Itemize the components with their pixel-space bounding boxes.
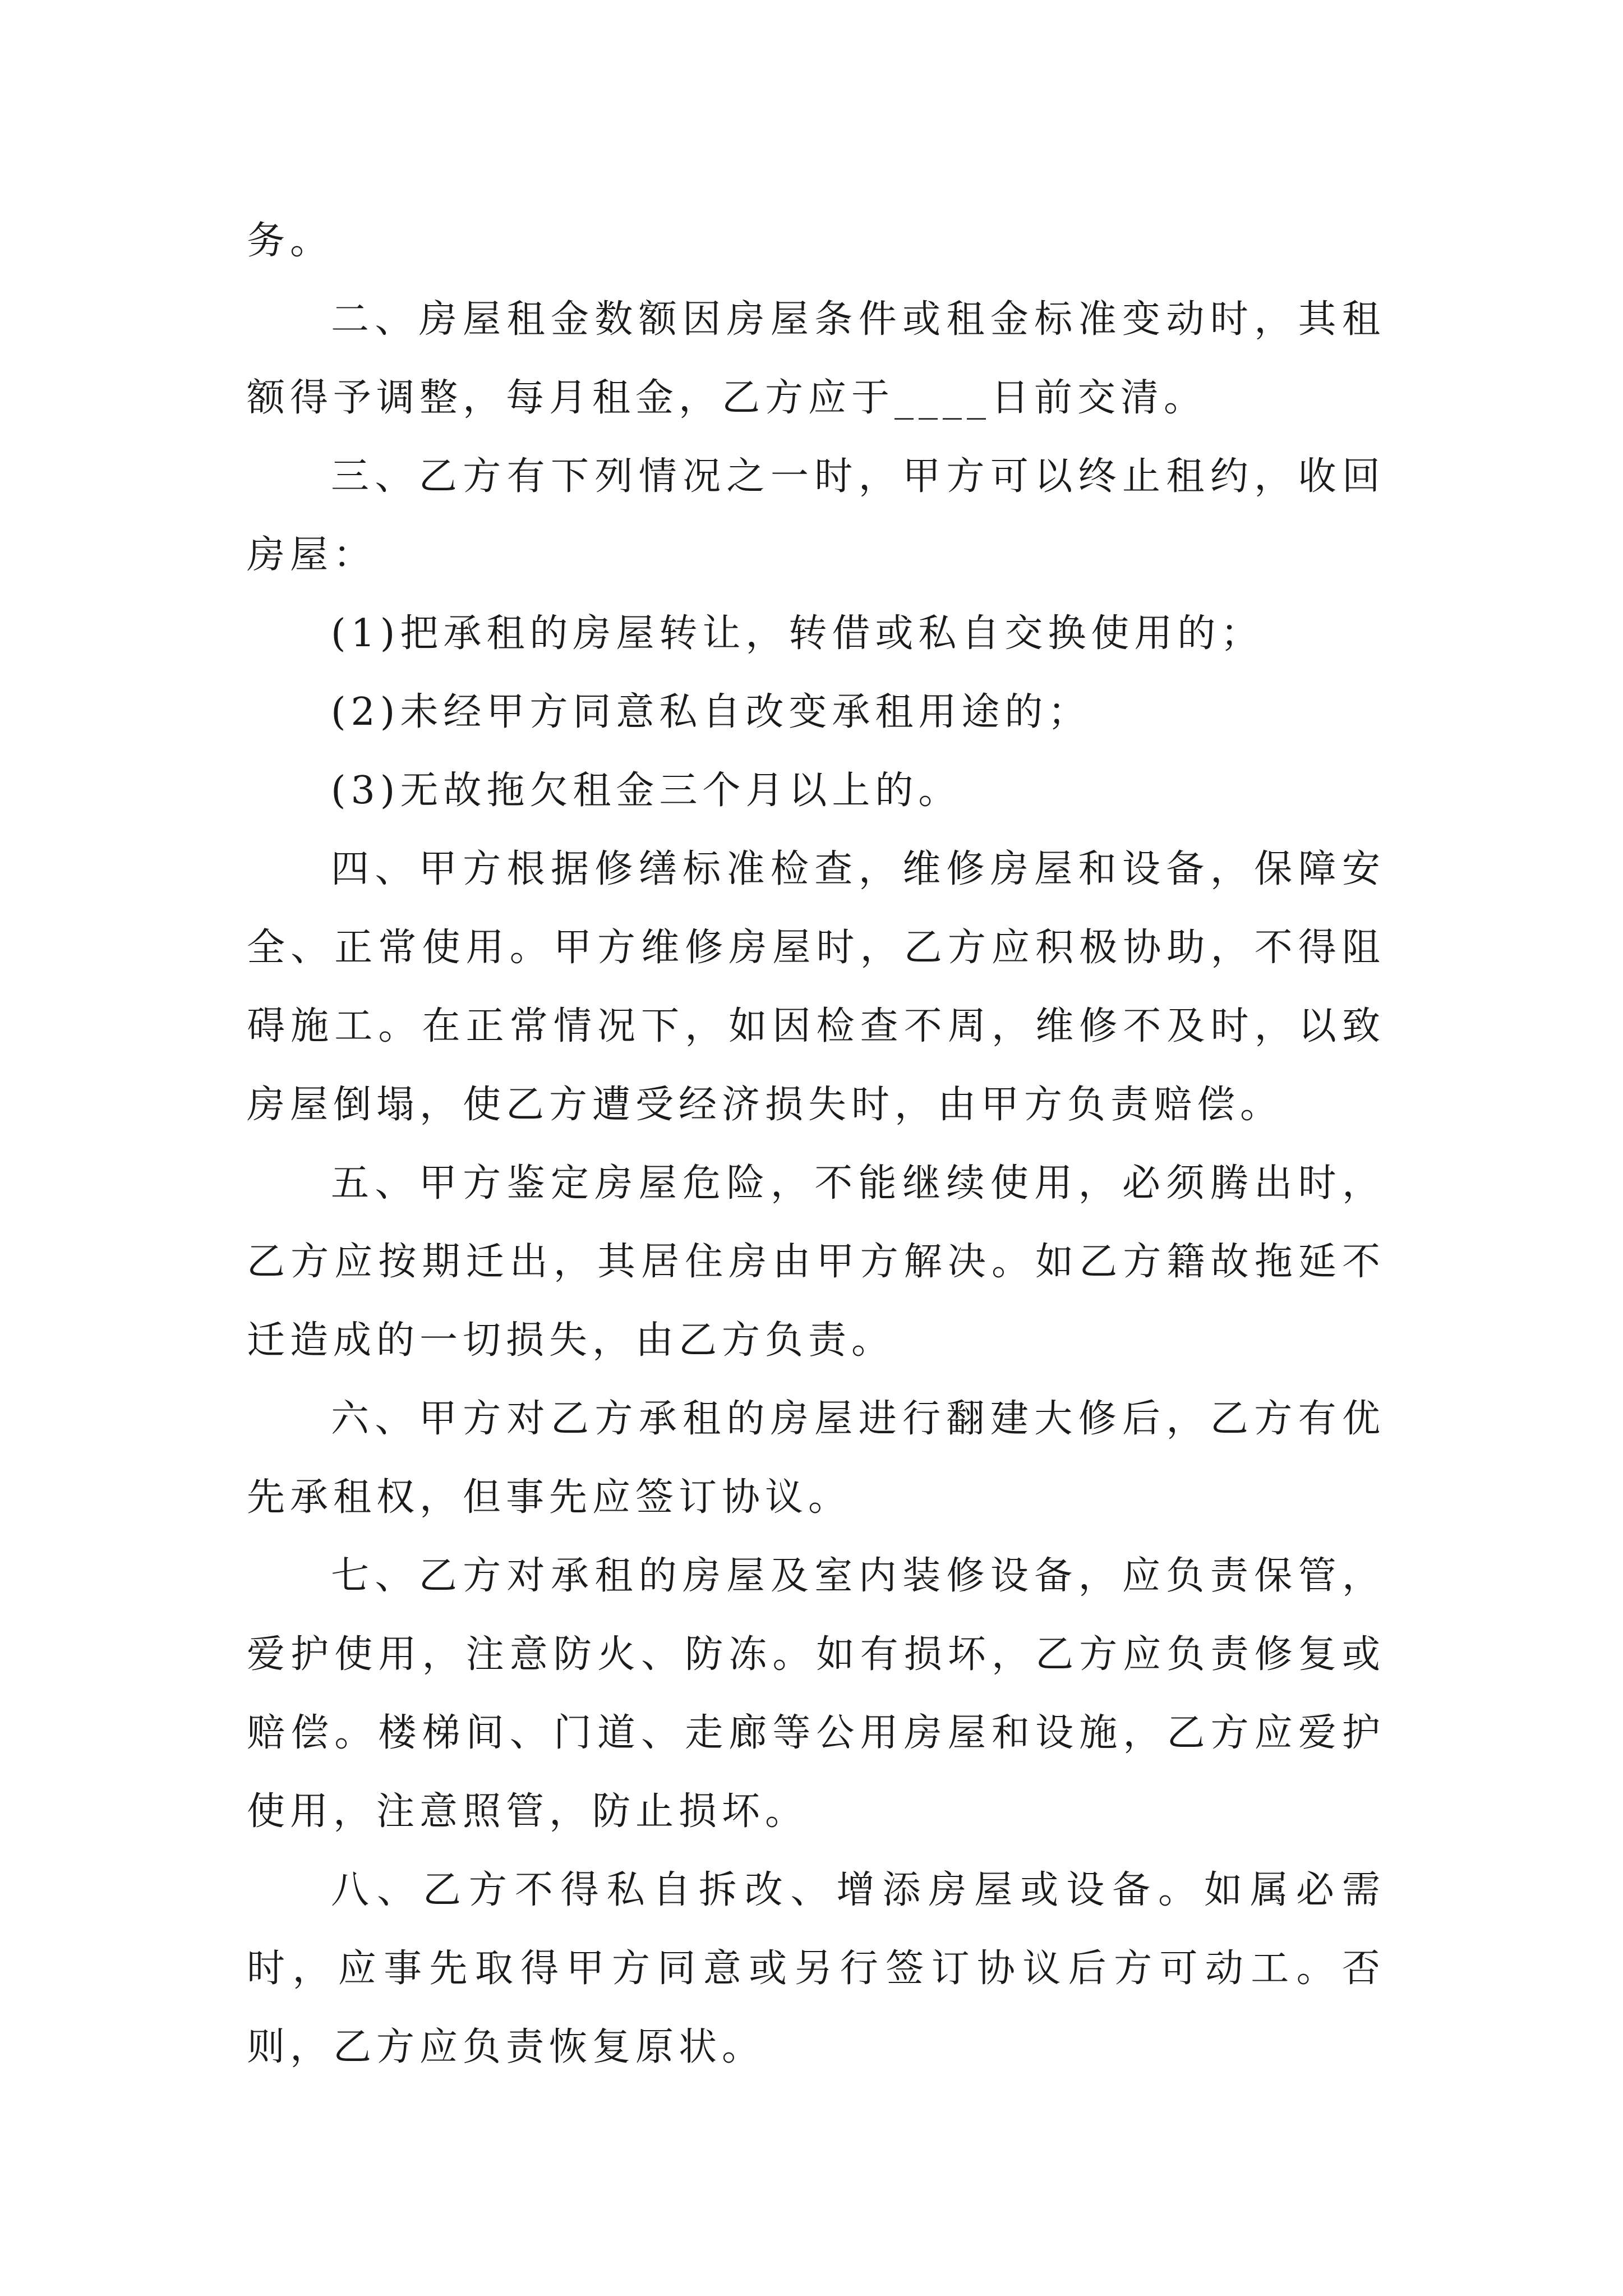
paragraph-clause-3: 三、乙方有下列情况之一时，甲方可以终止租约，收回房屋： xyxy=(247,454,1385,577)
paragraph-item-1: (1)把承租的房屋转让，转借或私自交换使用的； xyxy=(331,611,1264,656)
paragraph-item-2: (2)未经甲方同意私自改变承租用途的； xyxy=(331,690,1091,734)
document-body xyxy=(247,202,1385,2087)
paragraph-continuation: 务。 xyxy=(247,219,334,263)
paragraph-clause-2: 二、房屋租金数额因房屋条件或租金标准变动时，其租额得予调整，每月租金，乙方应于____日前交清。 xyxy=(247,297,1385,420)
paragraph-clause-8: 八、乙方不得私自拆改、增添房屋或设备。如属必需时，应事先取得甲方同意或另行签订协议后方可动工。否则，乙方应负责恢复原状。 xyxy=(247,1868,1385,2069)
paragraph-clause-6: 六、甲方对乙方承租的房屋进行翻建大修后，乙方有优先承租权，但事先应签订协议。 xyxy=(247,1397,1385,1520)
paragraph-clause-7: 七、乙方对承租的房屋及室内装修设备，应负责保管，爱护使用，注意防火、防冻。如有损坏，乙方应负责修复或赔偿。楼梯间、门道、走廊等公用房屋和设施，乙方应爱护使用，注意照管，防止损坏。 xyxy=(247,1554,1385,1834)
paragraph-clause-4: 四、甲方根据修缮标准检查，维修房屋和设备，保障安全、正常使用。甲方维修房屋时，乙方应积极协助，不得阻碍施工。在正常情况下，如因检查不周，维修不及时，以致房屋倒塌，使乙方遭受经济损失时，由甲方负责赔偿。 xyxy=(247,847,1385,1127)
paragraph-clause-5: 五、甲方鉴定房屋危险，不能继续使用，必须腾出时，乙方应按期迁出，其居住房由甲方解决。如乙方籍故拖延不迁造成的一切损失，由乙方负责。 xyxy=(247,1161,1385,1363)
paragraph-item-3: (3)无故拖欠租金三个月以上的。 xyxy=(331,769,962,813)
